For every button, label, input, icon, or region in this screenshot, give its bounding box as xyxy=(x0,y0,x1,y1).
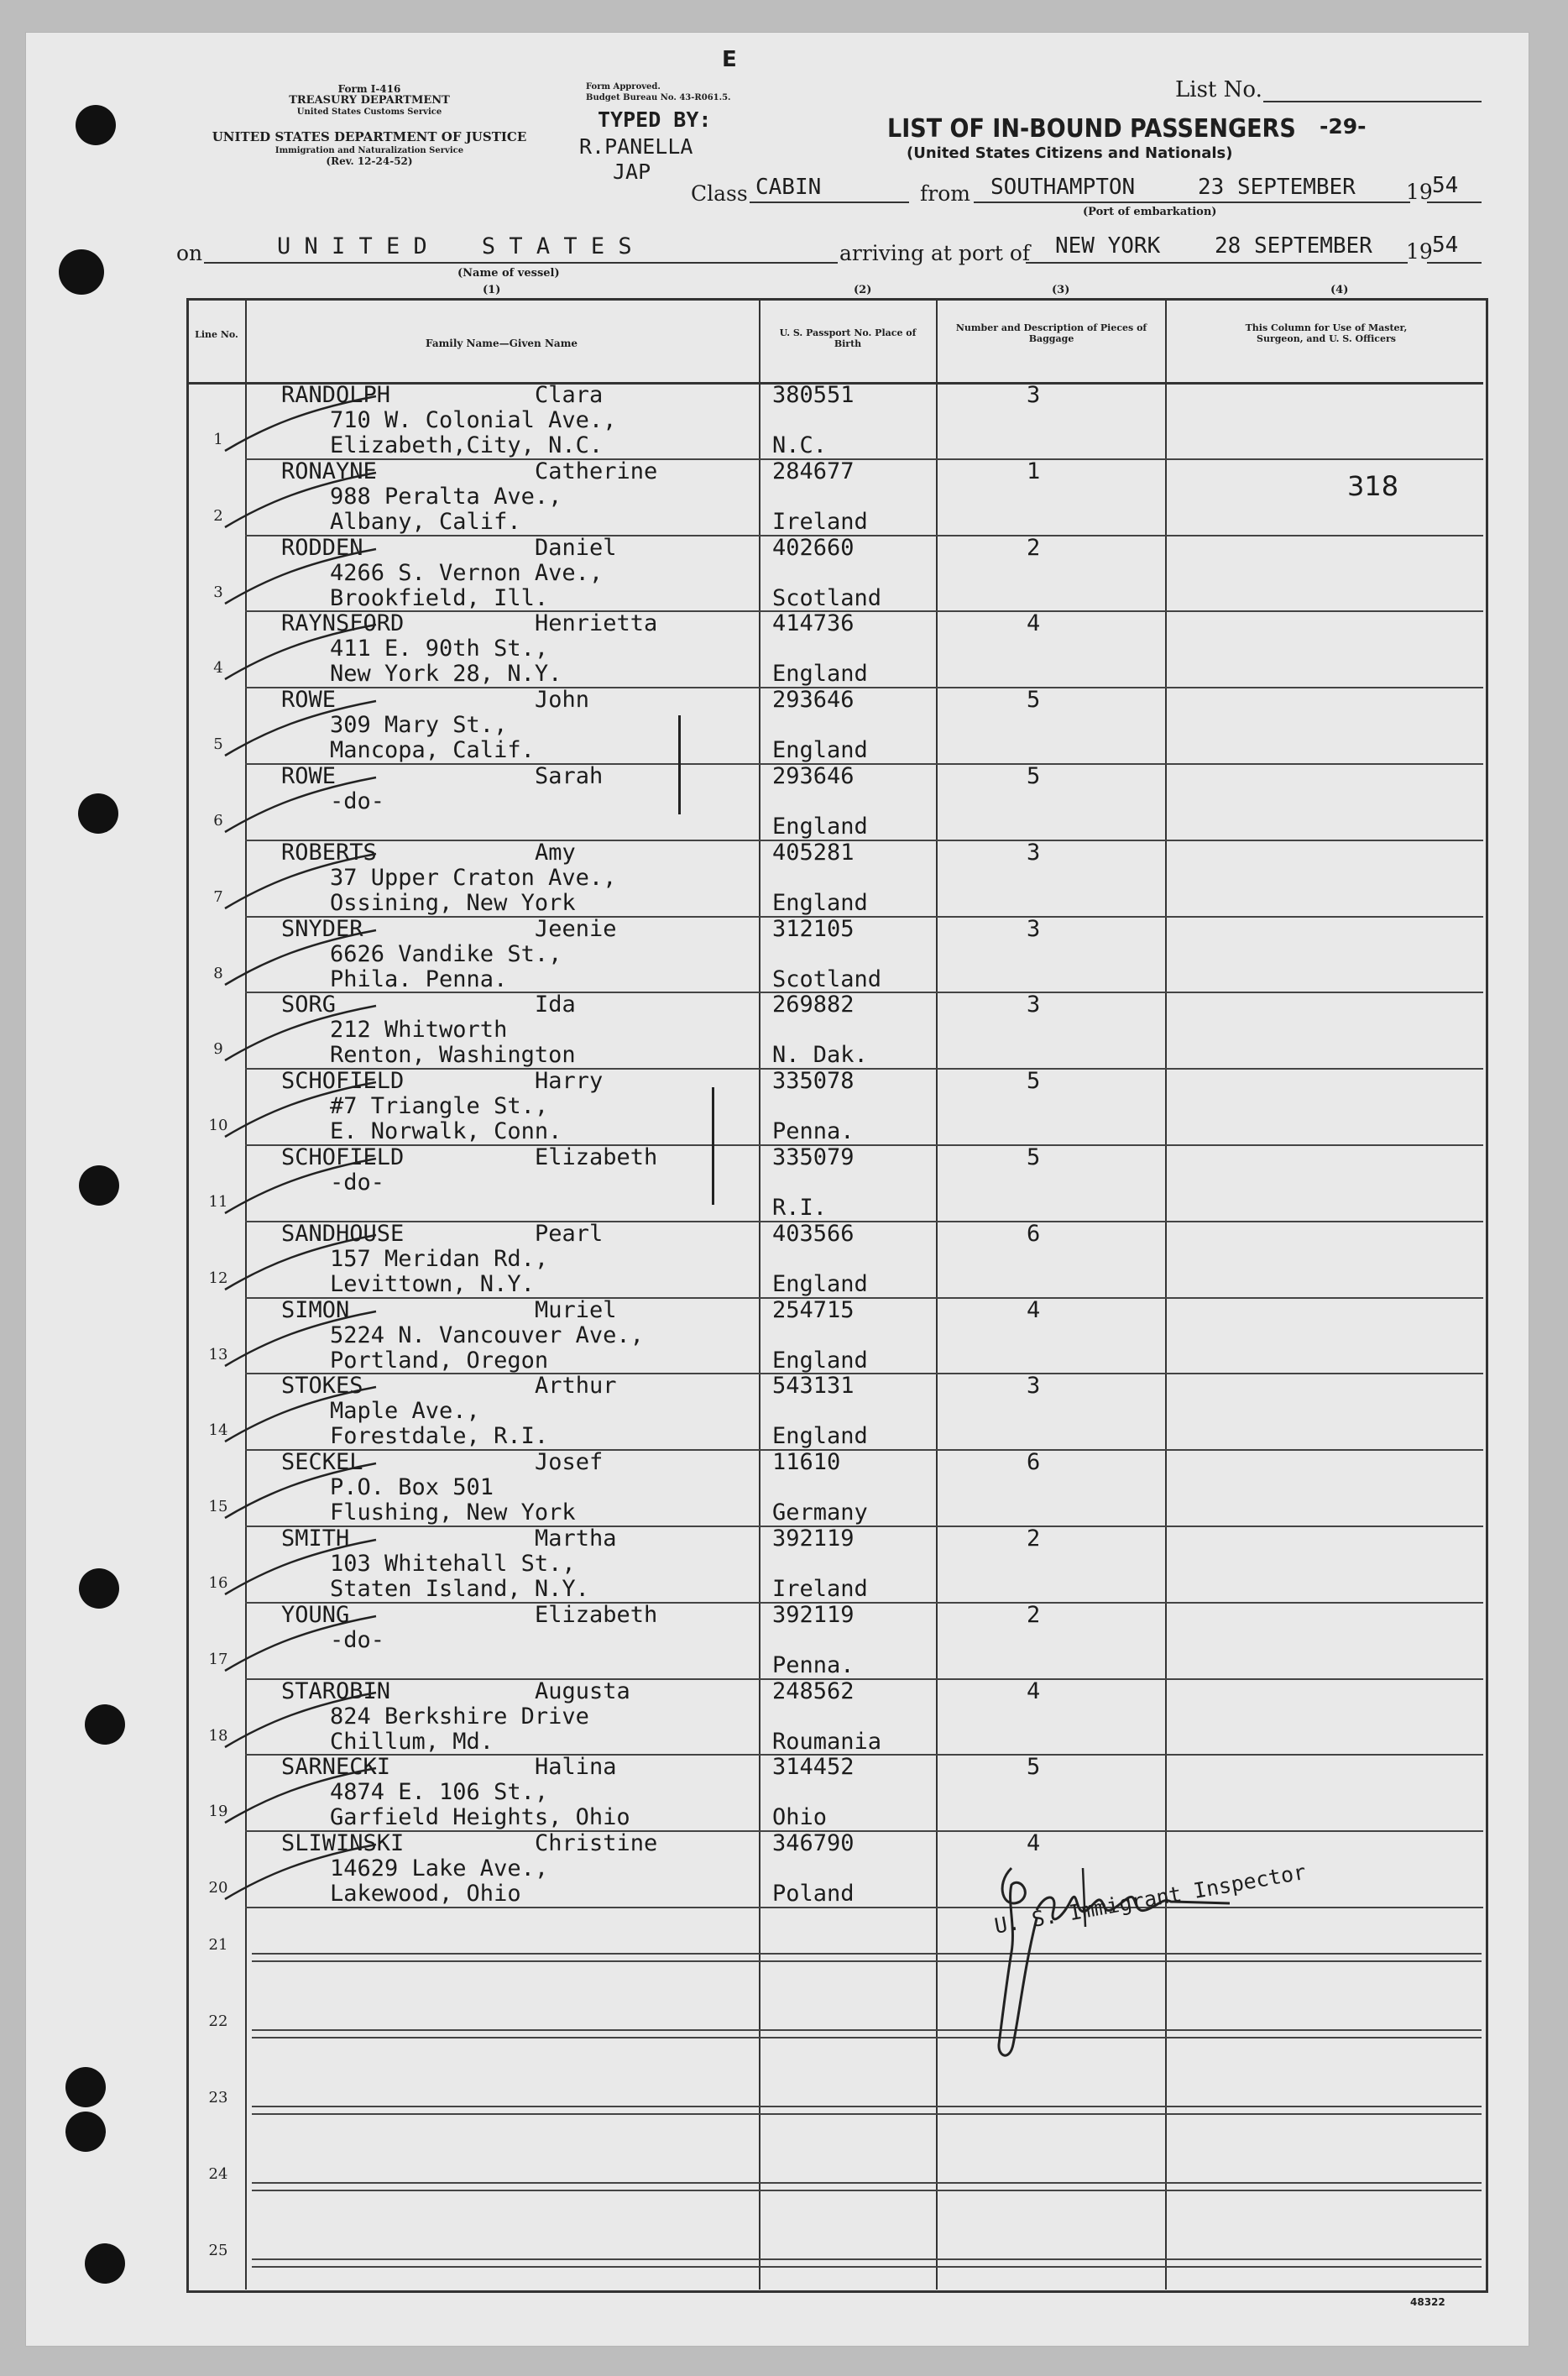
check-mark xyxy=(217,392,384,459)
row-divider xyxy=(245,1907,1483,1908)
given-name: Martha xyxy=(535,1526,617,1552)
col-mark-1: (1) xyxy=(483,284,501,296)
row-divider xyxy=(245,610,1483,612)
place-of-birth: Ireland xyxy=(772,508,868,535)
row-divider xyxy=(245,1297,1483,1299)
check-mark xyxy=(217,1459,384,1526)
line-number: 23 xyxy=(208,2089,228,2106)
passport-number: 314452 xyxy=(772,1754,855,1781)
col-mark-2: (2) xyxy=(854,284,872,296)
place-of-birth: Scotland xyxy=(772,584,882,611)
family-name: RODDEN xyxy=(281,534,363,561)
place-of-birth: England xyxy=(772,1347,868,1374)
line-number: 14 xyxy=(208,1421,228,1440)
embark-year-suffix: 54 xyxy=(1432,173,1459,198)
address-line-1: 157 Meridan Rd., xyxy=(330,1245,549,1272)
check-mark xyxy=(217,1612,384,1679)
check-mark xyxy=(217,1078,384,1145)
row-divider xyxy=(245,1830,1483,1832)
row-divider xyxy=(252,2182,1482,2184)
row-divider xyxy=(245,535,1483,536)
check-mark xyxy=(217,1383,384,1450)
arrival-year-prefix: 19 xyxy=(1406,239,1433,264)
passport-number: 284677 xyxy=(772,458,855,484)
passport-number: 293646 xyxy=(772,763,855,789)
family-name: RAYNSFORD xyxy=(281,610,405,637)
document-title: LIST OF IN-BOUND PASSENGERS xyxy=(887,114,1296,144)
passport-number: 392119 xyxy=(772,1526,855,1552)
line-number: 13 xyxy=(208,1345,228,1363)
place-of-birth: Ireland xyxy=(772,1576,868,1602)
address-line-2: Portland, Oregon xyxy=(330,1347,549,1374)
row-divider xyxy=(245,1754,1483,1756)
baggage-count: 6 xyxy=(1027,1449,1041,1476)
on-label: on xyxy=(176,241,203,265)
family-name: SORG xyxy=(281,992,337,1018)
arrival-date: 28 SEPTEMBER xyxy=(1215,233,1372,259)
header-line-no: Line No. xyxy=(195,329,238,340)
check-mark xyxy=(217,773,384,840)
line-number: 4 xyxy=(213,659,223,678)
class-value: CABIN xyxy=(755,175,822,200)
line-number: 21 xyxy=(208,1936,228,1954)
family-name: ROWE xyxy=(281,763,337,789)
address-line-1: 309 Mary St., xyxy=(330,712,508,739)
embark-label: (Port of embarkation) xyxy=(1083,206,1217,218)
header-baggage: Number and Description of Pieces of Baggage xyxy=(955,322,1147,344)
baggage-count: 1 xyxy=(1027,458,1041,484)
given-name: Pearl xyxy=(535,1220,604,1247)
row-divider xyxy=(252,2190,1482,2191)
place-of-birth: Scotland xyxy=(772,966,882,992)
list-no-value: -29- xyxy=(1320,114,1367,139)
passport-number: 380551 xyxy=(772,382,855,408)
family-name: ROWE xyxy=(281,687,337,714)
line-number: 7 xyxy=(213,887,223,906)
address-line-2: Mancopa, Calif. xyxy=(330,737,535,764)
row-divider xyxy=(245,916,1483,918)
list-no-label: List No. xyxy=(1175,77,1262,102)
row-divider xyxy=(245,1449,1483,1451)
address-line-2: E. Norwalk, Conn. xyxy=(330,1118,562,1145)
given-name: Daniel xyxy=(535,534,617,561)
address-line-1: 212 Whitworth xyxy=(330,1017,508,1044)
check-mark xyxy=(217,468,384,536)
family-name: SLIWINSKI xyxy=(281,1830,405,1857)
passport-number: 543131 xyxy=(772,1373,855,1400)
row-divider xyxy=(252,2113,1482,2115)
passport-number: 346790 xyxy=(772,1830,855,1857)
family-name: STOKES xyxy=(281,1373,363,1400)
line-number: 8 xyxy=(213,964,223,982)
arriving-label: arriving at port of xyxy=(839,241,1031,265)
place-of-birth: Germany xyxy=(772,1499,868,1526)
top-mark: E xyxy=(722,47,737,72)
passport-number: 248562 xyxy=(772,1677,855,1704)
given-name: John xyxy=(535,687,590,714)
address-line-2: Lakewood, Ohio xyxy=(330,1881,521,1908)
binder-hole xyxy=(85,2243,125,2284)
baggage-count: 2 xyxy=(1027,534,1041,561)
family-name: ROBERTS xyxy=(281,839,377,866)
address-line-2: Elizabeth,City, N.C. xyxy=(330,432,604,458)
address-line-2: Staten Island, N.Y. xyxy=(330,1576,589,1602)
binder-hole xyxy=(79,1568,119,1609)
line-number: 1 xyxy=(213,431,223,448)
given-name: Sarah xyxy=(535,763,604,789)
row-divider xyxy=(245,1068,1483,1070)
embark-year-prefix: 19 xyxy=(1406,180,1433,204)
family-name: SANDHOUSE xyxy=(281,1220,405,1247)
dept-treasury: TREASURY DEPARTMENT xyxy=(289,94,450,107)
line-number: 6 xyxy=(213,812,223,830)
given-name: Christine xyxy=(535,1830,658,1857)
row-divider xyxy=(245,1221,1483,1222)
binder-hole xyxy=(65,2067,106,2107)
check-mark xyxy=(217,1840,384,1908)
embark-port: SOUTHAMPTON xyxy=(990,175,1136,200)
col-mark-3: (3) xyxy=(1052,284,1070,296)
place-of-birth: England xyxy=(772,737,868,764)
vessel-label: (Name of vessel) xyxy=(457,267,560,280)
typed-by-name: R.PANELLA xyxy=(579,134,693,159)
address-line-1: 411 E. 90th St., xyxy=(330,636,549,662)
typed-by-initials: JAP xyxy=(613,160,651,184)
address-line-2: Flushing, New York xyxy=(330,1499,576,1526)
baggage-count: 5 xyxy=(1027,687,1041,714)
baggage-count: 2 xyxy=(1027,1526,1041,1552)
given-name: Ida xyxy=(535,992,576,1018)
place-of-birth: Roumania xyxy=(772,1728,882,1755)
row-divider xyxy=(245,840,1483,841)
address-line-1: Maple Ave., xyxy=(330,1398,480,1425)
address-line-1: 37 Upper Craton Ave., xyxy=(330,864,617,891)
header-passport: U. S. Passport No. Place of Birth xyxy=(779,327,917,349)
binder-hole xyxy=(59,249,104,295)
passport-number: 405281 xyxy=(772,839,855,866)
given-name: Muriel xyxy=(535,1296,617,1323)
baggage-count: 5 xyxy=(1027,1144,1041,1170)
place-of-birth: England xyxy=(772,814,868,840)
given-name: Halina xyxy=(535,1754,617,1781)
baggage-count: 3 xyxy=(1027,915,1041,942)
address-line-2: Phila. Penna. xyxy=(330,966,508,992)
row-divider xyxy=(252,2258,1482,2260)
given-name: Elizabeth xyxy=(535,1144,658,1170)
check-mark xyxy=(217,1307,384,1374)
row-divider xyxy=(252,2106,1482,2107)
given-name: Arthur xyxy=(535,1373,617,1400)
vessel-name: U N I T E D S T A T E S xyxy=(277,233,632,259)
family-name: SCHOFIELD xyxy=(281,1144,405,1170)
form-approved: Form Approved. xyxy=(586,82,661,92)
place-of-birth: England xyxy=(772,889,868,916)
family-name: RONAYNE xyxy=(281,458,377,484)
given-name: Harry xyxy=(535,1068,604,1095)
address-line-1: 988 Peralta Ave., xyxy=(330,483,562,510)
budget-bureau: Budget Bureau No. 43-R061.5. xyxy=(586,93,731,102)
passport-number: 403566 xyxy=(772,1220,855,1247)
row-divider xyxy=(245,992,1483,993)
place-of-birth: England xyxy=(772,661,868,688)
place-of-birth: England xyxy=(772,1270,868,1297)
passport-number: 269882 xyxy=(772,992,855,1018)
check-mark xyxy=(217,545,384,612)
line-number: 2 xyxy=(213,506,223,525)
check-mark xyxy=(217,1231,384,1298)
check-mark xyxy=(217,850,384,917)
baggage-count: 4 xyxy=(1027,610,1041,637)
baggage-count: 3 xyxy=(1027,382,1041,408)
dept-justice: UNITED STATES DEPARTMENT OF JUSTICE xyxy=(212,129,527,144)
address-line-1: 5224 N. Vancouver Ave., xyxy=(330,1321,644,1348)
line-number: 20 xyxy=(208,1879,228,1897)
baggage-count: 2 xyxy=(1027,1601,1041,1628)
col-mark-4: (4) xyxy=(1330,284,1349,296)
row-divider xyxy=(245,1373,1483,1374)
form-footer-code: 48322 xyxy=(1410,2296,1445,2308)
address-line-2: Garfield Heights, Ohio xyxy=(330,1804,630,1831)
address-line-1: 824 Berkshire Drive xyxy=(330,1703,589,1730)
check-mark xyxy=(217,1688,384,1756)
line-number: 10 xyxy=(208,1117,228,1135)
passport-number: 312105 xyxy=(772,915,855,942)
place-of-birth: Poland xyxy=(772,1881,855,1908)
address-line-1: -do- xyxy=(330,788,385,814)
check-mark xyxy=(217,1002,384,1069)
check-mark xyxy=(217,926,384,993)
passport-number: 335079 xyxy=(772,1144,855,1170)
line-number: 12 xyxy=(208,1269,228,1287)
binder-hole xyxy=(78,793,118,834)
place-of-birth: N.C. xyxy=(772,432,828,458)
row-divider xyxy=(245,1526,1483,1527)
from-label: from xyxy=(920,181,970,206)
baggage-count: 5 xyxy=(1027,1068,1041,1095)
address-line-2: Ossining, New York xyxy=(330,889,576,916)
family-name: RANDOLPH xyxy=(281,382,391,408)
address-line-2: Brookfield, Ill. xyxy=(330,584,549,611)
line-number: 17 xyxy=(208,1650,228,1668)
row-divider xyxy=(252,1953,1482,1955)
address-line-1: 103 Whitehall St., xyxy=(330,1551,576,1577)
family-name: STAROBIN xyxy=(281,1677,391,1704)
place-of-birth: N. Dak. xyxy=(772,1042,868,1069)
address-line-1: 710 W. Colonial Ave., xyxy=(330,407,617,433)
family-name: SNYDER xyxy=(281,915,363,942)
line-number: 3 xyxy=(213,583,223,601)
line-number: 15 xyxy=(208,1498,228,1516)
baggage-count: 5 xyxy=(1027,763,1041,789)
passport-number: 254715 xyxy=(772,1296,855,1323)
address-line-2: New York 28, N.Y. xyxy=(330,661,562,688)
bracket-mark xyxy=(678,715,681,814)
check-mark xyxy=(217,1536,384,1603)
row-divider xyxy=(252,2029,1482,2031)
binder-hole xyxy=(76,105,116,145)
row-divider xyxy=(245,1144,1483,1146)
address-line-2: Levittown, N.Y. xyxy=(330,1270,535,1297)
line-number: 5 xyxy=(213,735,223,754)
baggage-count: 4 xyxy=(1027,1296,1041,1323)
binder-hole xyxy=(85,1704,125,1745)
check-mark xyxy=(217,1154,384,1222)
row-divider xyxy=(252,2266,1482,2268)
family-name: SIMON xyxy=(281,1296,350,1323)
line-number: 9 xyxy=(213,1040,223,1059)
passport-number: 293646 xyxy=(772,687,855,714)
place-of-birth: R.I. xyxy=(772,1195,828,1221)
baggage-count: 3 xyxy=(1027,992,1041,1018)
line-number: 24 xyxy=(208,2165,228,2183)
given-name: Augusta xyxy=(535,1677,630,1704)
document-subtitle: (United States Citizens and Nationals) xyxy=(907,144,1233,162)
address-line-1: P.O. Box 501 xyxy=(330,1474,494,1501)
address-line-2: Forestdale, R.I. xyxy=(330,1423,549,1450)
row-divider xyxy=(252,2037,1482,2038)
line-number: 16 xyxy=(208,1574,228,1592)
header-officers: This Column for Use of Master, Surgeon, and U. S. Officers xyxy=(1245,322,1408,344)
row-divider xyxy=(245,1602,1483,1604)
address-line-2: Chillum, Md. xyxy=(330,1728,494,1755)
row-divider xyxy=(252,1960,1482,1962)
given-name: Jeenie xyxy=(535,915,617,942)
inspector-stamp: U. S. Immigrant Inspector xyxy=(992,1859,1309,1939)
passport-number: 392119 xyxy=(772,1601,855,1628)
address-line-2: Albany, Calif. xyxy=(330,508,521,535)
address-line-1: 6626 Vandike St., xyxy=(330,940,562,967)
class-label: Class xyxy=(691,181,748,206)
row-divider xyxy=(245,458,1483,460)
address-line-1: #7 Triangle St., xyxy=(330,1093,549,1120)
given-name: Clara xyxy=(535,382,604,408)
place-of-birth: Penna. xyxy=(772,1118,855,1145)
address-line-2: Renton, Washington xyxy=(330,1042,576,1069)
passport-number: 11610 xyxy=(772,1449,841,1476)
family-name: YOUNG xyxy=(281,1601,350,1628)
given-name: Amy xyxy=(535,839,576,866)
binder-hole xyxy=(79,1165,119,1206)
form-number: Form I-416 xyxy=(337,83,401,95)
place-of-birth: Ohio xyxy=(772,1804,828,1831)
embark-date: 23 SEPTEMBER xyxy=(1198,175,1356,200)
dept-treasury-sub: United States Customs Service xyxy=(296,107,442,117)
check-mark xyxy=(217,620,384,688)
baggage-count: 4 xyxy=(1027,1830,1041,1857)
binder-hole xyxy=(65,2112,106,2152)
place-of-birth: Penna. xyxy=(772,1651,855,1678)
row-divider xyxy=(245,687,1483,688)
check-mark xyxy=(217,1764,384,1831)
place-of-birth: England xyxy=(772,1423,868,1450)
baggage-count: 3 xyxy=(1027,839,1041,866)
family-name: SMITH xyxy=(281,1526,350,1552)
given-name: Catherine xyxy=(535,458,658,484)
family-name: SCHOFIELD xyxy=(281,1068,405,1095)
baggage-count: 4 xyxy=(1027,1677,1041,1704)
officer-note: 318 xyxy=(1347,469,1399,502)
given-name: Josef xyxy=(535,1449,604,1476)
arrival-port: NEW YORK xyxy=(1055,233,1161,259)
bracket-mark xyxy=(712,1087,714,1205)
header-name: Family Name—Given Name xyxy=(425,338,578,349)
given-name: Henrietta xyxy=(535,610,658,637)
address-line-1: -do- xyxy=(330,1626,385,1653)
given-name: Elizabeth xyxy=(535,1601,658,1628)
baggage-count: 6 xyxy=(1027,1220,1041,1247)
address-line-1: 14629 Lake Ave., xyxy=(330,1855,549,1882)
line-number: 25 xyxy=(208,2242,228,2259)
check-mark xyxy=(217,697,384,764)
address-line-1: -do- xyxy=(330,1170,385,1196)
typed-by-label: TYPED BY: xyxy=(598,107,712,132)
line-number: 18 xyxy=(208,1726,228,1745)
line-number: 19 xyxy=(208,1803,228,1821)
form-revision: (Rev. 12-24-52) xyxy=(326,155,413,167)
row-divider xyxy=(245,763,1483,765)
line-number: 22 xyxy=(208,2012,228,2030)
passport-number: 335078 xyxy=(772,1068,855,1095)
address-line-1: 4874 E. 106 St., xyxy=(330,1779,549,1806)
passport-number: 414736 xyxy=(772,610,855,637)
family-name: SECKEL xyxy=(281,1449,363,1476)
dept-justice-sub: Immigration and Naturalization Service xyxy=(274,146,464,155)
arrival-year-suffix: 54 xyxy=(1432,233,1459,258)
baggage-count: 3 xyxy=(1027,1373,1041,1400)
passport-number: 402660 xyxy=(772,534,855,561)
line-number: 11 xyxy=(208,1193,228,1211)
row-divider xyxy=(245,1678,1483,1680)
family-name: SARNECKI xyxy=(281,1754,391,1781)
address-line-1: 4266 S. Vernon Ave., xyxy=(330,559,604,586)
baggage-count: 5 xyxy=(1027,1754,1041,1781)
